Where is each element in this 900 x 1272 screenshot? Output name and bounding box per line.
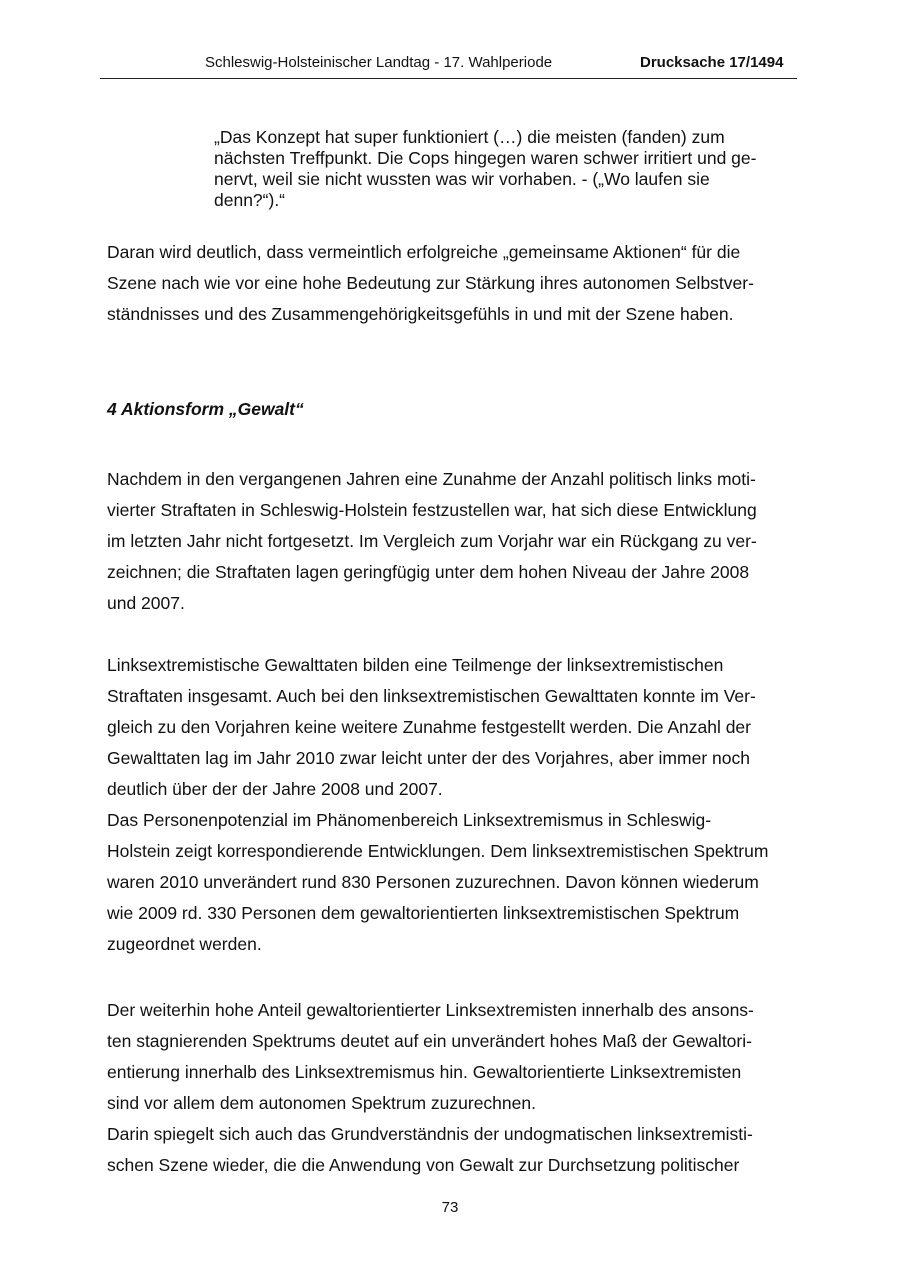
header-title: Schleswig-Holsteinischer Landtag - 17. Wahlperiode bbox=[205, 54, 553, 71]
text-line: entierung innerhalb des Linksextremismus hin. Gewaltorientierte Linksextremisten bbox=[107, 1062, 742, 1082]
text-line: Szene nach wie vor eine hohe Bedeutung zur Stärkung ihres autonomen Selbstver- bbox=[107, 273, 754, 293]
page-number: 73 bbox=[441, 1199, 459, 1216]
text-line: wie 2009 rd. 330 Personen dem gewaltorientierten linksextremistischen Spektrum bbox=[107, 903, 740, 923]
quote-line: nervt, weil sie nicht wussten was wir vorhaben. - („Wo laufen sie bbox=[214, 169, 710, 189]
quote-line: „Das Konzept hat super funktioniert (…) die meisten (fanden) zum bbox=[214, 127, 725, 147]
text-line: schen Szene wieder, die die Anwendung von Gewalt zur Durchsetzung politischer bbox=[107, 1155, 740, 1175]
paragraph-4 bbox=[107, 995, 797, 1181]
paragraph-3 bbox=[107, 650, 797, 960]
text-line: deutlich über der der Jahre 2008 und 2007. bbox=[107, 779, 443, 799]
text-line: Daran wird deutlich, dass vermeintlich erfolgreiche „gemeinsame Aktionen“ für die bbox=[107, 242, 741, 262]
text-line: Gewalttaten lag im Jahr 2010 zwar leicht unter der des Vorjahres, aber immer noch bbox=[107, 748, 750, 768]
text-line: Straftaten insgesamt. Auch bei den linksextremistischen Gewalttaten konnte im Ver- bbox=[107, 686, 756, 706]
text-line: und 2007. bbox=[107, 593, 185, 613]
text-line: waren 2010 unverändert rund 830 Personen zuzurechnen. Davon können wiederum bbox=[107, 872, 759, 892]
paragraph-2 bbox=[107, 464, 797, 619]
text-line: sind vor allem dem autonomen Spektrum zuzurechnen. bbox=[107, 1093, 536, 1113]
text-line: ten stagnierenden Spektrums deutet auf ein unverändert hohes Maß der Gewaltori- bbox=[107, 1031, 752, 1051]
header-doc-number: Drucksache 17/1494 bbox=[640, 54, 784, 71]
text-line: gleich zu den Vorjahren keine weitere Zunahme festgestellt werden. Die Anzahl der bbox=[107, 717, 751, 737]
quote-line: denn?“).“ bbox=[214, 190, 286, 210]
paragraph-1 bbox=[107, 237, 797, 330]
block-quote bbox=[214, 127, 794, 211]
header-divider bbox=[100, 78, 797, 79]
text-line: Das Personenpotenzial im Phänomenbereich Linksextremismus in Schleswig- bbox=[107, 810, 712, 830]
text-line: vierter Straftaten in Schleswig-Holstein festzustellen war, hat sich diese Entwicklung bbox=[107, 500, 757, 520]
text-line: ständnisses und des Zusammengehörigkeitsgefühls in und mit der Szene haben. bbox=[107, 304, 734, 324]
text-line: Nachdem in den vergangenen Jahren eine Zunahme der Anzahl politisch links moti- bbox=[107, 469, 756, 489]
text-line: Darin spiegelt sich auch das Grundverständnis der undogmatischen linksextremisti- bbox=[107, 1124, 753, 1144]
quote-line: nächsten Treffpunkt. Die Cops hingegen waren schwer irritiert und ge- bbox=[214, 148, 757, 168]
section-heading: 4 Aktionsform „Gewalt“ bbox=[107, 399, 304, 419]
text-line: zugeordnet werden. bbox=[107, 934, 262, 954]
text-line: im letzten Jahr nicht fortgesetzt. Im Vergleich zum Vorjahr war ein Rückgang zu ver- bbox=[107, 531, 757, 551]
text-line: Linksextremistische Gewalttaten bilden eine Teilmenge der linksextremistischen bbox=[107, 655, 724, 675]
text-line: zeichnen; die Straftaten lagen geringfügig unter dem hohen Niveau der Jahre 2008 bbox=[107, 562, 750, 582]
text-line: Der weiterhin hohe Anteil gewaltorientierter Linksextremisten innerhalb des ansons- bbox=[107, 1000, 754, 1020]
text-line: Holstein zeigt korrespondierende Entwicklungen. Dem linksextremistischen Spektrum bbox=[107, 841, 769, 861]
